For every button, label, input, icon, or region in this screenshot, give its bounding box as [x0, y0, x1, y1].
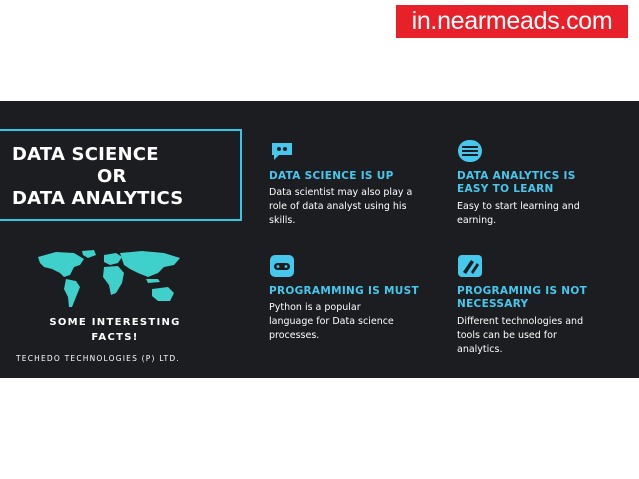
title-line-3: DATA ANALYTICS — [12, 188, 184, 209]
item-1-text: Data scientist may also play a role of data analyst using his skills. — [269, 187, 413, 226]
item-2-text: Easy to start learning and earning. — [457, 201, 580, 226]
facts-line-1: SOME INTERESTING — [49, 317, 181, 328]
facts-caption — [30, 315, 200, 345]
site-watermark: in.nearmeads.com — [396, 5, 628, 38]
title-line-1: DATA SCIENCE — [12, 144, 159, 165]
tools-icon — [457, 255, 483, 277]
gamepad-icon — [269, 255, 295, 277]
item-2-heading: DATA ANALYTICS IS EASY TO LEARN — [457, 170, 576, 195]
item-4-heading: PROGRAMING IS NOT NECESSARY — [457, 285, 588, 310]
title-line-2: OR — [97, 166, 127, 187]
company-name: TECHEDO TECHNOLOGIES (P) LTD. — [16, 354, 180, 363]
infographic-banner — [0, 101, 639, 378]
brain-chat-icon — [269, 140, 295, 162]
item-3-text: Python is a popular language for Data science processes. — [269, 302, 394, 341]
facts-line-2: FACTS! — [91, 332, 139, 343]
item-3-heading: PROGRAMMING IS MUST — [269, 285, 419, 297]
item-1-heading: DATA SCIENCE IS UP — [269, 170, 394, 182]
item-4-text: Different technologies and tools can be used for analytics. — [457, 316, 584, 355]
list-lines-icon — [457, 140, 483, 162]
world-map-icon — [34, 249, 184, 311]
